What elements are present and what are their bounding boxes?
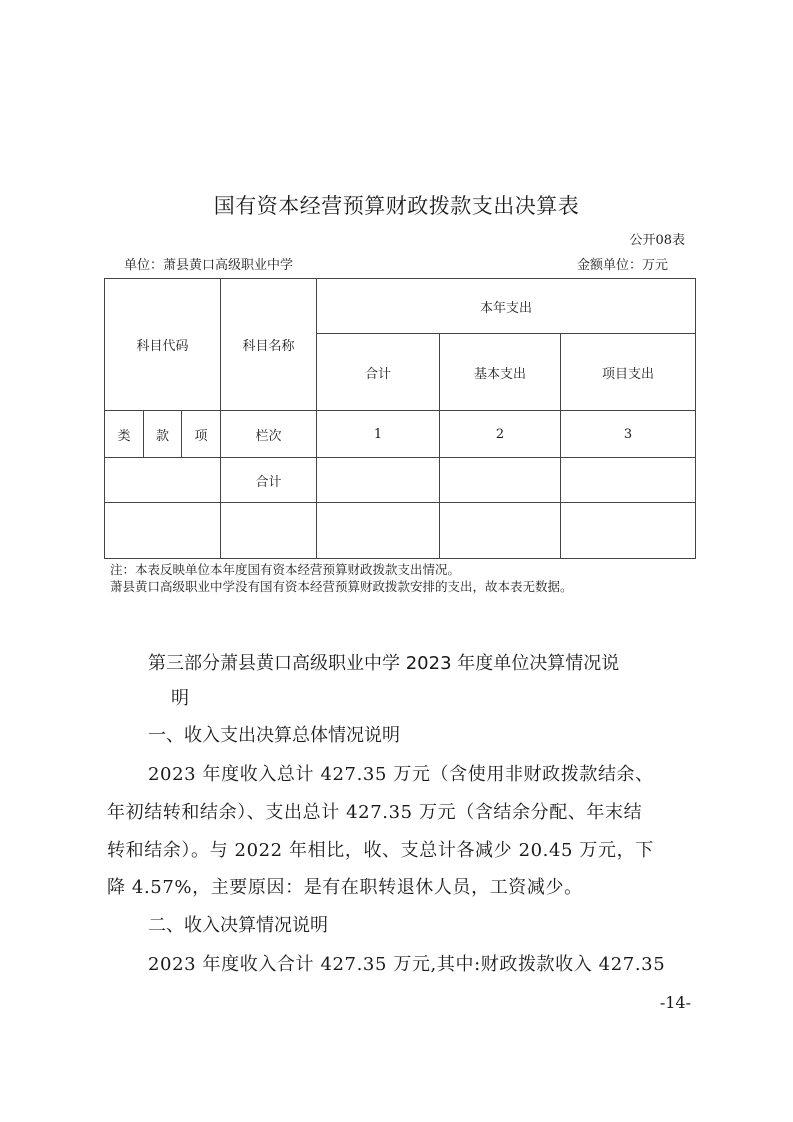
total-row — [105, 458, 696, 503]
header-basic-expense: 基本支出 — [440, 334, 561, 411]
budget-table — [104, 278, 696, 559]
header-item: 项 — [182, 411, 221, 458]
part-heading: 第三部分萧县黄口高级职业中学 2023 年度单位决算情况说 — [148, 653, 620, 674]
note-line: 注：本表反映单位本年度国有资本经营预算财政拨款支出情况。 — [110, 562, 461, 577]
header-column-order: 栏次 — [221, 411, 317, 458]
unit-label: 单位：萧县黄口高级职业中学 — [124, 258, 294, 273]
empty-cell — [105, 503, 221, 559]
note-line: 萧县黄口高级职业中学没有国有资本经营预算财政拨款安排的支出，故本表无数据。 — [110, 579, 573, 594]
paragraph-line: 2023 年度收入合计 427.35 万元,其中:财政拨款收入 427.35 — [148, 954, 666, 975]
header-category: 类 — [105, 411, 144, 458]
total-row-label: 合计 — [221, 458, 317, 503]
part-heading-continued: 明 — [171, 688, 189, 709]
paragraph-line: 降 4.57%，主要原因：是有在职转退休人员，工资减少。 — [107, 877, 583, 898]
total-row-project-cell — [561, 458, 696, 503]
section-heading-1: 一、收入支出决算总体情况说明 — [148, 725, 400, 746]
paragraph-line: 2023 年度收入总计 427.35 万元（含使用非财政拨款结余、 — [148, 764, 654, 785]
empty-cell — [440, 503, 561, 559]
column-number-2: 2 — [440, 411, 561, 458]
total-row-code-cell — [105, 458, 221, 503]
header-section: 款 — [144, 411, 182, 458]
amount-unit-label: 金额单位：万元 — [576, 258, 668, 273]
table-number: 公开08表 — [629, 233, 685, 248]
header-row-1 — [105, 279, 696, 334]
paragraph-line: 转和结余）。与 2022 年相比，收、支总计各减少 20.45 万元，下 — [107, 840, 654, 861]
section-heading-2: 二、收入决算情况说明 — [148, 915, 328, 936]
page-title: 国有资本经营预算财政拨款支出决算表 — [213, 194, 580, 218]
header-total: 合计 — [317, 334, 440, 411]
total-row-basic-cell — [440, 458, 561, 503]
empty-row — [105, 503, 696, 559]
empty-cell — [561, 503, 696, 559]
page-number: -14- — [659, 993, 691, 1012]
sub-header-row — [105, 411, 696, 458]
column-number-3: 3 — [561, 411, 696, 458]
header-subject-name: 科目名称 — [221, 279, 317, 411]
header-current-year-expense: 本年支出 — [317, 279, 696, 334]
paragraph-line: 年初结转和结余）、支出总计 427.35 万元（含结余分配、年末结 — [107, 802, 643, 823]
column-number-1: 1 — [317, 411, 440, 458]
total-row-total-cell — [317, 458, 440, 503]
header-subject-code: 科目代码 — [105, 279, 221, 411]
empty-cell — [317, 503, 440, 559]
empty-cell — [221, 503, 317, 559]
table-notes — [110, 561, 573, 595]
header-project-expense: 项目支出 — [561, 334, 696, 411]
